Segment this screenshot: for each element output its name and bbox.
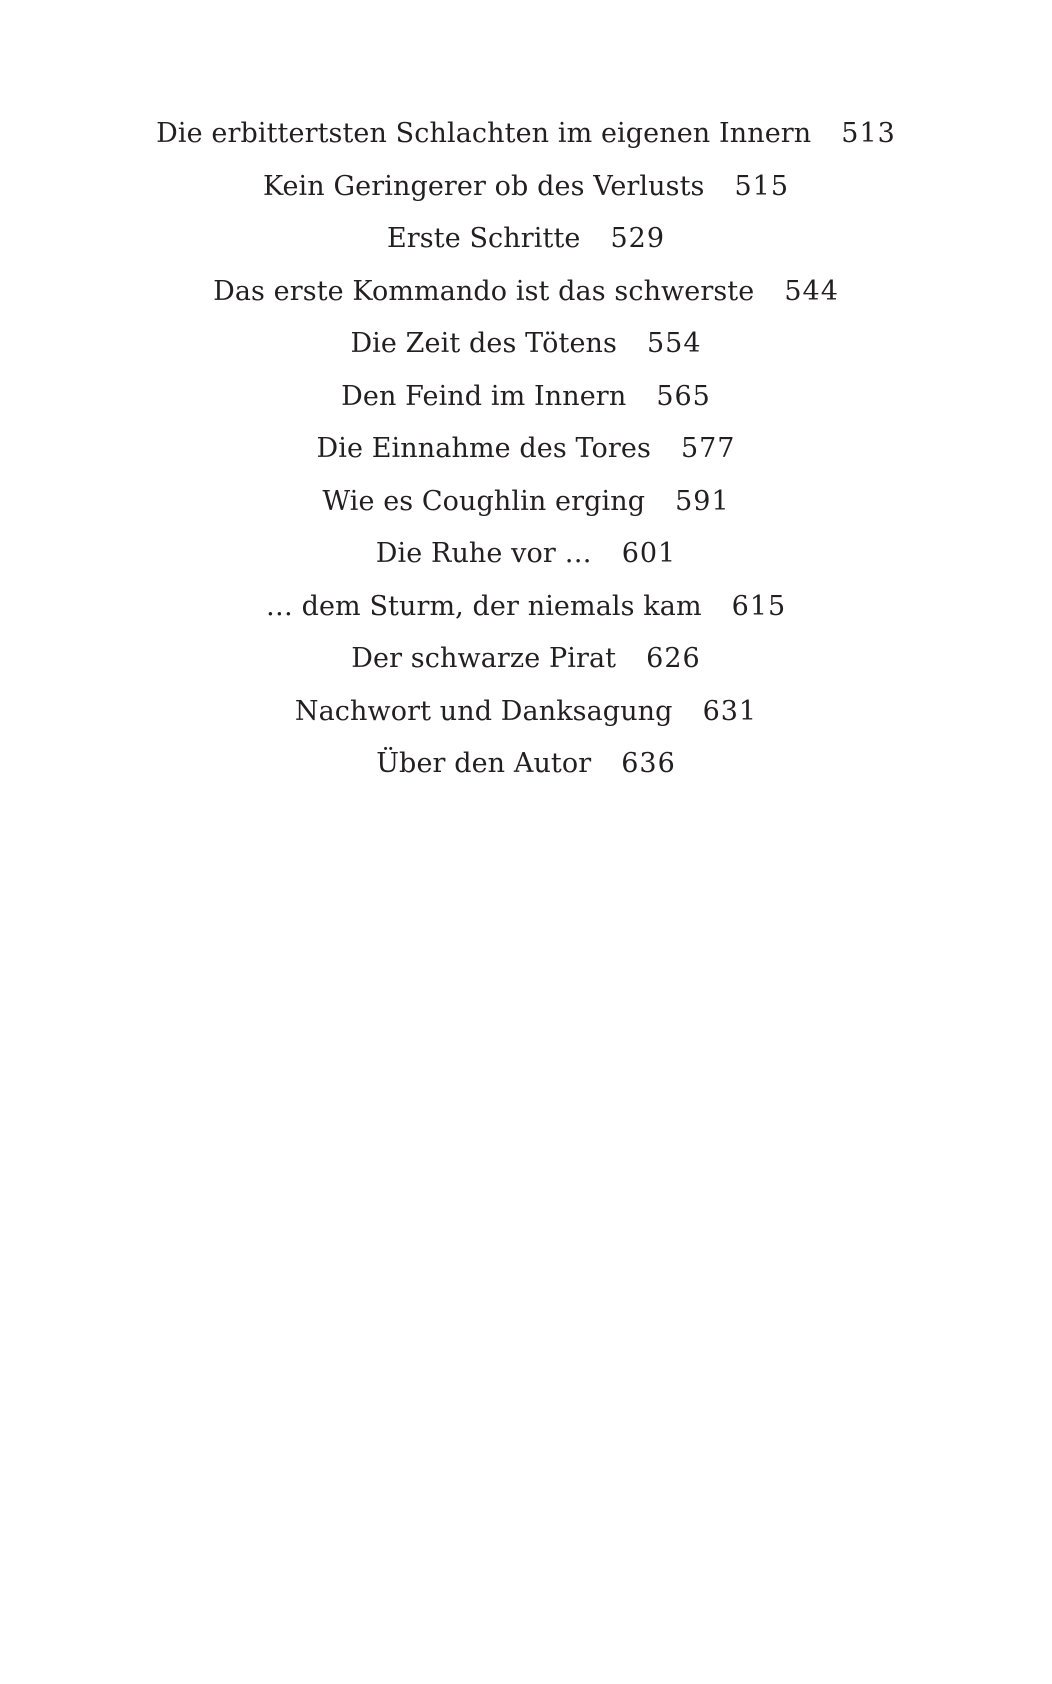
toc-entry-title: Die Zeit des Tötens: [350, 328, 617, 359]
toc-entry: [0, 423, 1052, 476]
toc-entry: [0, 371, 1052, 424]
toc-entry: [0, 686, 1052, 739]
toc-entry-title: Erste Schritte: [386, 223, 581, 254]
toc-entry-title: Die Einnahme des Tores: [316, 433, 651, 464]
toc-entry-page-number: 554: [647, 328, 702, 359]
toc-entry-page-number: 626: [646, 643, 701, 674]
toc-entry-page-number: 513: [841, 118, 896, 149]
toc-entry-page-number: 615: [731, 590, 787, 622]
toc-entry: [0, 161, 1052, 214]
toc-entry-page-number: 591: [675, 485, 730, 517]
toc-entry-title: Wie es Coughlin erging: [322, 485, 646, 517]
toc-entry-page-number: 565: [656, 380, 711, 412]
toc-entry-title: Die erbittertsten Schlachten im eigenen Innern: [156, 118, 812, 149]
toc-entry-page-number: 529: [610, 223, 666, 254]
toc-entry: [0, 476, 1052, 529]
toc-entry: [0, 266, 1052, 319]
toc-entry-title: Die Ruhe vor …: [375, 538, 592, 569]
toc-entry: [0, 318, 1052, 371]
toc-entry-title: Kein Geringerer ob des Verlusts: [262, 170, 705, 202]
toc-entry: [0, 738, 1052, 791]
toc-entry: [0, 213, 1052, 266]
toc-entry-title: Das erste Kommando ist das schwerste: [213, 275, 755, 307]
toc-entry-page-number: 544: [784, 275, 839, 307]
toc-entry-title: Nachwort und Danksagung: [294, 695, 673, 727]
toc-entry-page-number: 601: [621, 538, 677, 569]
toc-entry-page-number: 631: [702, 695, 758, 727]
toc-entry-title: … dem Sturm, der niemals kam: [265, 590, 702, 622]
toc-entry-title: Den Feind im Innern: [341, 380, 627, 412]
toc-entry-title: Über den Autor: [376, 748, 592, 779]
toc-entry-page-number: 515: [734, 170, 790, 202]
toc-entry: [0, 633, 1052, 686]
toc-entry-title: Der schwarze Pirat: [351, 643, 617, 674]
table-of-contents: [0, 108, 1052, 791]
toc-entry-page-number: 636: [621, 748, 676, 779]
toc-entry: [0, 581, 1052, 634]
toc-entry-page-number: 577: [680, 433, 736, 464]
toc-entry: [0, 528, 1052, 581]
toc-entry: [0, 108, 1052, 161]
